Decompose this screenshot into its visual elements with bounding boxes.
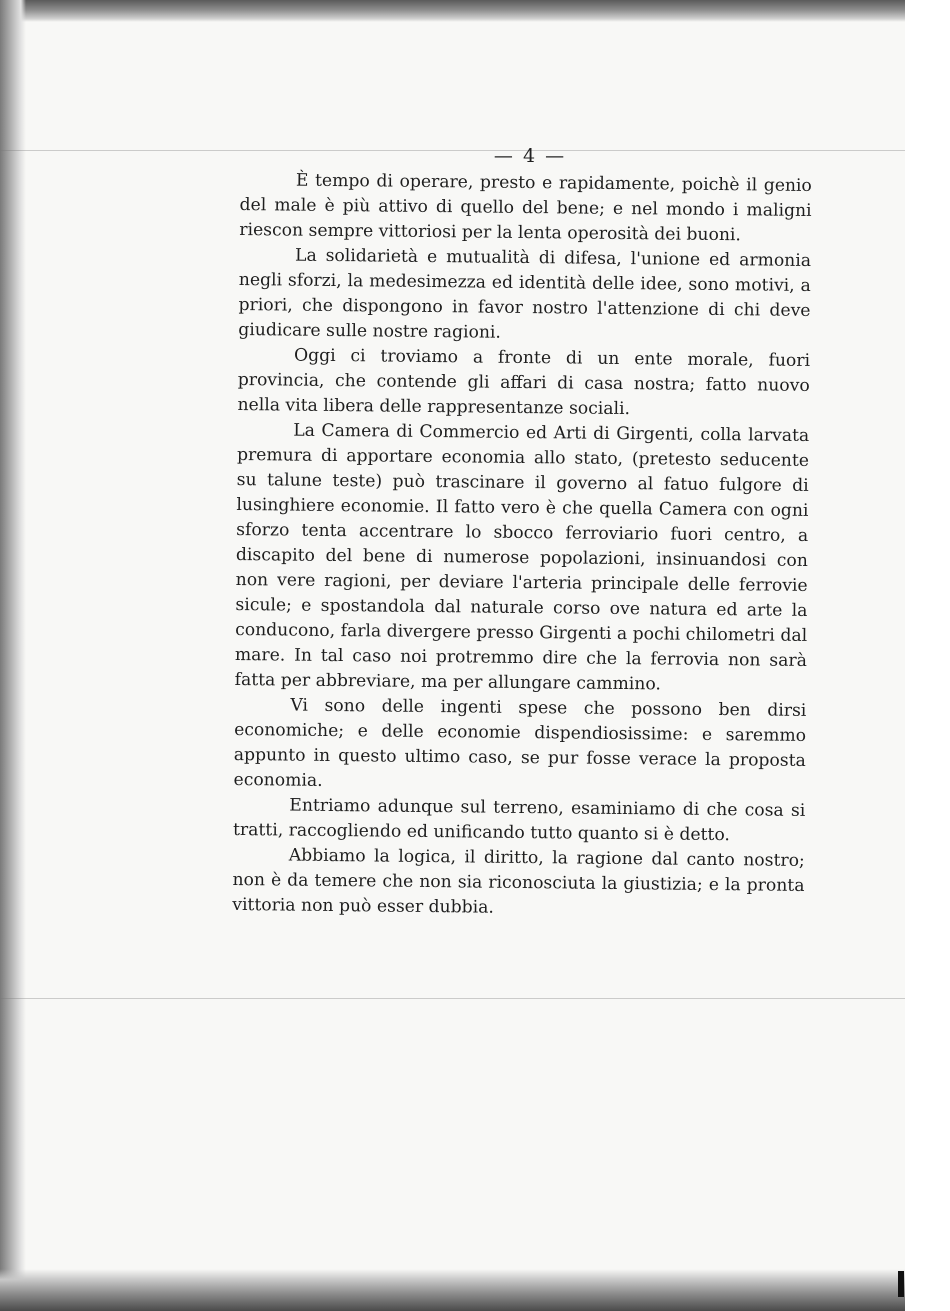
scan-edge-top <box>0 0 905 22</box>
scan-margin-right <box>905 0 950 1311</box>
paragraph: La solidarietà e mutualità di difesa, l'unione ed armonia negli sforzi, la medesimezza ed identità delle idee, sono motivi, a priori, che dispongono in favor nostro l'attenzione di chi deve giudicare sulle nostre ragioni. <box>238 245 812 343</box>
paragraph: Vi sono delle ingenti spese che possono ben dirsi economiche; e delle economie dispendiosissime: e saremmo appunto in questo ultimo caso, se pur fosse verace la proposta economia. <box>233 695 807 791</box>
paragraph: Abbiamo la logica, il diritto, la ragione dal canto nostro; non è da temere che non sia riconosciuta la giustizia; e la pronta vittoria non può esser dubbia. <box>232 845 805 918</box>
page-number: — 4 — <box>493 145 567 167</box>
paragraph: È tempo di operare, presto e rapidamente, poichè il genio del male è più attivo di quello del bene; e nel mondo i maligni riescon sempre vittoriosi per la lenta operosità dei buoni. <box>239 170 812 246</box>
scan-edge-left <box>0 0 26 1311</box>
scan-edge-bottom <box>0 1269 905 1311</box>
paragraph: Entriamo adunque sul terreno, esaminiamo di che cosa si tratti, raccogliendo ed unificando tutto quanto si è detto. <box>232 795 806 846</box>
paragraph: La Camera di Commercio ed Arti di Girgenti, colla larvata premura di apportare economia allo stato, (pretesto seducente su talune teste) può trascinare il governo al fatuo fulgore di lusinghiere economie. Il fatto vero è che quella Camera con ogni sforzo tenta accentrare lo sbocco ferroviario fuori centro, a discapito del bene di numerose popolazioni, insinuandosi con non vere ragioni, per deviare l'arteria principale delle ferrovie sicule; e spostandola dal naturale corso ove natura ed arte la conducono, farla divergere presso Girgenti a pochi chilometri dal mare. In tal caso noi protremmo dire che la ferrovia non sarà fatta per abbreviare, ma per allungare cammino. <box>234 420 810 695</box>
body-text <box>232 168 812 924</box>
fold-line <box>0 998 905 999</box>
scan-corner-mark <box>898 1271 904 1297</box>
paragraph: Oggi ci troviamo a fronte di un ente morale, fuori provincia, che contende gli affari di casa nostra; fatto nuovo nella vita libera delle rappresentanze sociali. <box>237 345 811 420</box>
